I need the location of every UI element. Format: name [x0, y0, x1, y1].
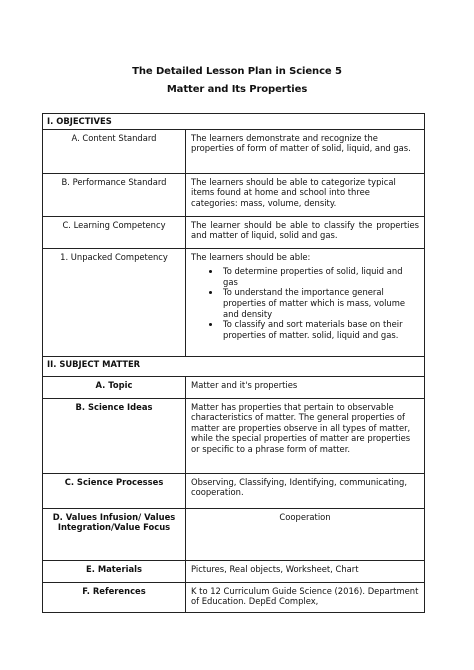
unpacked-competency-label: 1. Unpacked Competency [43, 248, 186, 356]
table-row [43, 473, 425, 508]
science-processes-text: Observing, Classifying, Identifying, communicating, cooperation. [186, 473, 425, 508]
topic-text: Matter and it's properties [186, 376, 425, 398]
subject-matter-header: II. SUBJECT MATTER [43, 356, 425, 376]
learning-competency-text: The learner should be able to classify the properties and matter of liquid, solid and gas. [186, 216, 425, 248]
section-header-row [43, 356, 425, 376]
lesson-plan-table [42, 113, 425, 613]
science-ideas-text: Matter has properties that pertain to observable characteristics of matter. The general properties of matter are properties observe in all types of matter, while the special properties of matter are properties or specific to a phrase form of matter. [186, 398, 425, 473]
table-row [43, 376, 425, 398]
table-row [43, 560, 425, 582]
unpacked-competency-cell [186, 248, 425, 356]
content-standard-label: A. Content Standard [43, 129, 186, 173]
table-row [43, 173, 425, 216]
materials-text: Pictures, Real objects, Worksheet, Chart [186, 560, 425, 582]
competency-list [191, 266, 419, 340]
list-item: • To understand the importance general properties of matter which is mass, volume and density [221, 287, 419, 319]
list-item: • To determine properties of solid, liquid and gas [221, 266, 419, 287]
content-standard-text: The learners demonstrate and recognize the properties of form of matter of solid, liquid, and gas. [186, 129, 425, 173]
table-row [43, 248, 425, 356]
materials-label: E. Materials [43, 560, 186, 582]
performance-standard-label: B. Performance Standard [43, 173, 186, 216]
table-row [43, 582, 425, 612]
science-ideas-label: B. Science Ideas [43, 398, 186, 473]
references-label: F. References [43, 582, 186, 612]
science-processes-label: C. Science Processes [43, 473, 186, 508]
unpacked-competency-intro: The learners should be able: [191, 251, 311, 262]
list-item: • To classify and sort materials base on their properties of matter. solid, liquid and gas. [221, 319, 419, 340]
document-title: The Detailed Lesson Plan in Science 5 [132, 66, 342, 77]
table-row [43, 508, 425, 560]
performance-standard-text: The learners should be able to categorize typical items found at home and school into three categories: mass, volume, density. [186, 173, 425, 216]
table-row [43, 129, 425, 173]
topic-label: A. Topic [43, 376, 186, 398]
values-label: D. Values Infusion/ Values Integration/Value Focus [43, 508, 186, 560]
learning-competency-label: C. Learning Competency [43, 216, 186, 248]
references-text: K to 12 Curriculum Guide Science (2016). Department of Education. DepEd Complex, [186, 582, 425, 612]
values-text: Cooperation [186, 508, 425, 560]
section-header-row [43, 114, 425, 130]
table-row [43, 398, 425, 473]
document-subtitle: Matter and Its Properties [166, 84, 308, 95]
table-row [43, 216, 425, 248]
objectives-header: I. OBJECTIVES [43, 114, 425, 130]
